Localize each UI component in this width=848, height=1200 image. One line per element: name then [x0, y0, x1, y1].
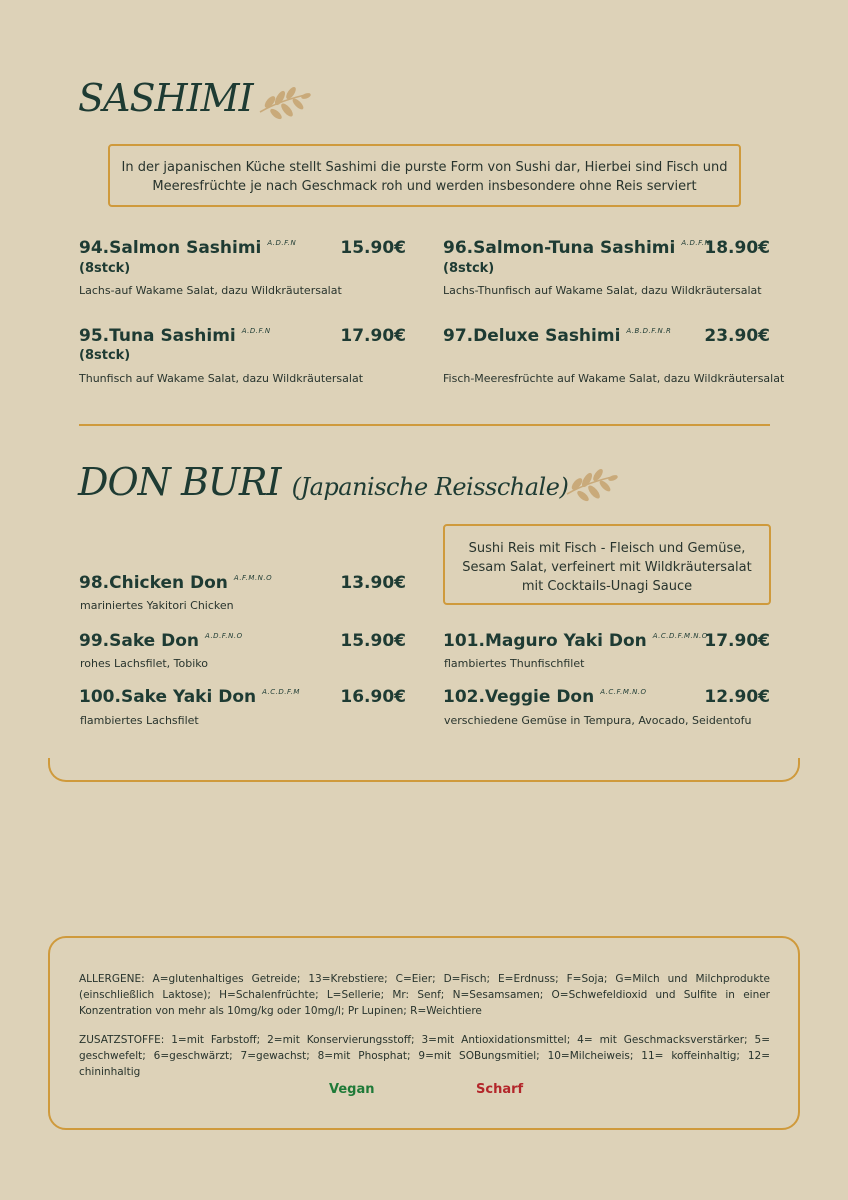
- menu-item-price: 17.90€: [340, 326, 406, 346]
- menu-item-price: 16.90€: [340, 687, 406, 707]
- menu-item-name: 100.Sake Yaki Don $^{A.C.D.F.M}$: [79, 687, 300, 707]
- donburi-intro-box: Sushi Reis mit Fisch - Fleisch und Gemüse, Sesam Salat, verfeinert mit Wildkräutersalat mit Cocktails-Unagi Sauce: [443, 524, 771, 605]
- menu-item-desc: flambiertes Lachsfilet: [80, 714, 199, 727]
- herb-leaf-icon: [256, 80, 314, 122]
- menu-item-desc: rohes Lachsfilet, Tobiko: [80, 657, 208, 670]
- sashimi-intro-box: In der japanischen Küche stellt Sashimi die purste Form von Sushi dar, Hierbei sind Fisch und Meeresfrüchte je nach Geschmack roh und werden insbesondere ohne Reis serviert: [108, 144, 741, 207]
- menu-item-name: 95.Tuna Sashimi $^{A.D.F.N}$: [79, 326, 271, 346]
- menu-item-name: 96.Salmon-Tuna Sashimi $^{A.D.F.N}$: [443, 238, 711, 258]
- menu-item-desc: Lachs-Thunfisch auf Wakame Salat, dazu Wildkräutersalat: [443, 284, 762, 297]
- allergen-codes: A.C.D.F.M.N.O: [652, 632, 708, 640]
- menu-item-price: 13.90€: [340, 573, 406, 593]
- allergen-codes: A.D.F.N.O: [205, 632, 243, 640]
- menu-item-price: 12.90€: [704, 687, 770, 707]
- menu-item-qty: (8stck): [79, 348, 131, 363]
- allergen-codes: A.B.D.F.N.R: [626, 327, 672, 335]
- menu-item-name: 102.Veggie Don $^{A.C.F.M.N.O}$: [443, 687, 647, 707]
- allergen-codes: A.D.F.N: [681, 239, 711, 247]
- menu-item-desc: Thunfisch auf Wakame Salat, dazu Wildkräutersalat: [79, 372, 364, 385]
- menu-item-name: 99.Sake Don $^{A.D.F.N.O}$: [79, 631, 243, 651]
- allergen-text: ALLERGENE: A=glutenhaltiges Getreide; 13=Krebstiere; C=Eier; D=Fisch; E=Erdnuss; F=Soja; G=Milch und Milchprodukte (einschließlich Laktose); H=Schalenfrüchte; L=Sellerie; Mr: Senf; N=Sesamsamen; O=Schwefeldioxid und Sulfite in einer Konzentration von mehr als 10mg/kg oder 10mg/l; Pr Lupinen; R=Weichtiere: [79, 973, 770, 1017]
- vegan-label: Vegan: [329, 1082, 375, 1097]
- menu-item-desc: Fisch-Meeresfrüchte auf Wakame Salat, dazu Wildkräutersalat: [443, 372, 785, 385]
- allergen-codes: A.C.D.F.M: [262, 688, 300, 696]
- sashimi-title: SASHIMI: [78, 76, 253, 120]
- menu-item-price: 18.90€: [704, 238, 770, 258]
- allergen-codes: A.D.F.N: [241, 327, 271, 335]
- section-bottom-frame: [48, 758, 800, 782]
- menu-item-qty: (8stck): [443, 261, 495, 276]
- menu-item-price: 15.90€: [340, 631, 406, 651]
- menu-item-price: 17.90€: [704, 631, 770, 651]
- menu-item-price: 23.90€: [704, 326, 770, 346]
- donburi-subtitle: (Japanische Reisschale): [291, 473, 569, 501]
- section-divider: [79, 424, 770, 426]
- scharf-label: Scharf: [476, 1082, 524, 1097]
- menu-item-desc: mariniertes Yakitori Chicken: [80, 599, 234, 612]
- menu-item-desc: Lachs-auf Wakame Salat, dazu Wildkräutersalat: [79, 284, 342, 297]
- allergen-codes: A.C.F.M.N.O: [600, 688, 647, 696]
- donburi-title: DON BURI (Japanische Reisschale): [78, 460, 569, 504]
- menu-item-desc: flambiertes Thunfischfilet: [444, 657, 585, 670]
- menu-item-qty: (8stck): [79, 261, 131, 276]
- allergen-codes: A.D.F.N: [267, 239, 297, 247]
- menu-item-price: 15.90€: [340, 238, 406, 258]
- additives-text: ZUSATZSTOFFE: 1=mit Farbstoff; 2=mit Konservierungsstoff; 3=mit Antioxidationsmittel; 4= mit Geschmacksverstärker; 5= geschwefelt; 6=geschwärzt; 7=gewachst; 8=mit Phosphat; 9=mit SOBungsmitiel; 10=Milcheiweis; 11= koffeinhaltig; 12= chininhaltig: [79, 1034, 770, 1078]
- menu-item-name: 97.Deluxe Sashimi $^{A.B.D.F.N.R}$: [443, 326, 672, 346]
- menu-item-name: 98.Chicken Don $^{A.F.M.N.O}$: [79, 573, 273, 593]
- menu-item-name: 101.Maguro Yaki Don $^{A.C.D.F.M.N.O}$: [443, 631, 708, 651]
- allergen-codes: A.F.M.N.O: [233, 574, 273, 582]
- menu-item-name: 94.Salmon Sashimi $^{A.D.F.N}$: [79, 238, 297, 258]
- menu-item-desc: verschiedene Gemüse in Tempura, Avocado, Seidentofu: [444, 714, 752, 727]
- herb-leaf-icon: [563, 462, 621, 504]
